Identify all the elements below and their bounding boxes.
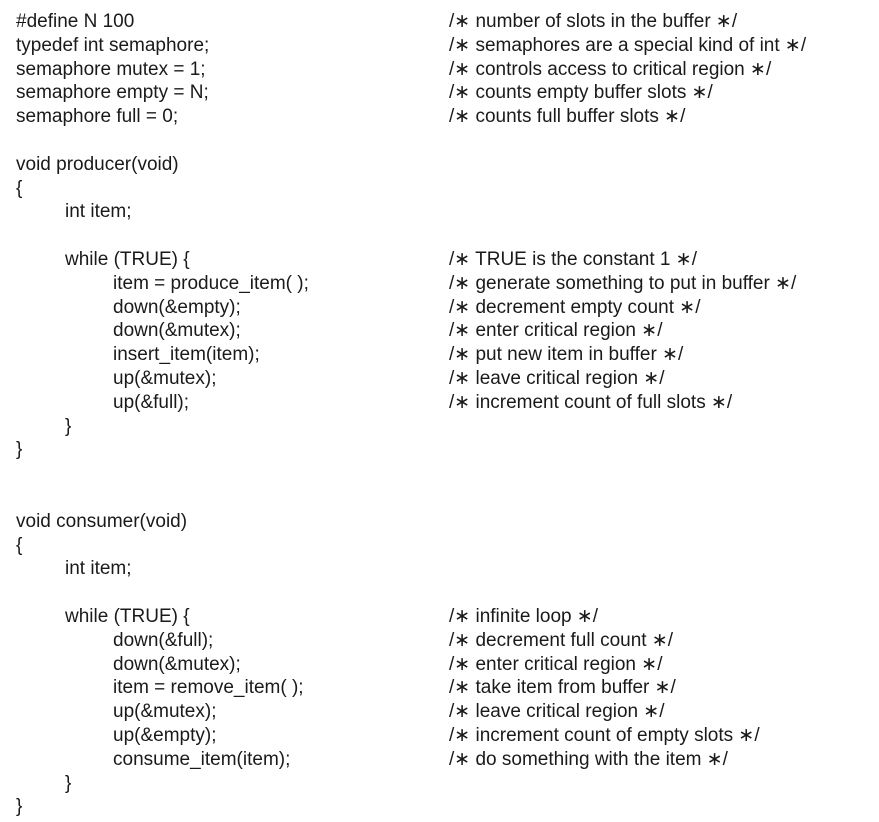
code-text: up(&full);	[113, 391, 190, 413]
code-text: down(&mutex);	[113, 653, 241, 675]
code-line	[0, 629, 879, 653]
code-text: typedef int semaphore;	[16, 34, 210, 56]
code-line	[0, 748, 879, 772]
code-text: {	[16, 534, 23, 556]
code-text: item = produce_item( );	[113, 272, 309, 294]
code-line	[0, 58, 879, 82]
code-line	[0, 795, 879, 819]
code-text: #define N 100	[16, 11, 135, 32]
code-line	[0, 224, 879, 248]
code-text: void consumer(void)	[16, 510, 188, 532]
code-line	[0, 724, 879, 748]
code-text: }	[16, 439, 23, 461]
code-line	[0, 367, 879, 391]
code-line	[0, 81, 879, 105]
code-comment: /∗ put new item in buffer ∗/	[449, 344, 684, 366]
code-comment: /∗ leave critical region ∗/	[449, 368, 665, 389]
code-line	[0, 462, 879, 486]
code-line	[0, 676, 879, 700]
code-comment: /∗ do something with the item ∗/	[449, 748, 728, 770]
code-comment: /∗ enter critical region ∗/	[449, 320, 663, 342]
code-text: }	[16, 796, 23, 818]
code-text: }	[65, 772, 72, 794]
code-line	[0, 581, 879, 605]
code-text: while (TRUE) {	[65, 249, 190, 270]
code-comment: /∗ increment count of empty slots ∗/	[449, 725, 760, 746]
code-line	[0, 605, 879, 629]
code-text: }	[65, 415, 72, 437]
code-text: int item;	[65, 201, 132, 223]
code-line	[0, 129, 879, 153]
code-comment: /∗ generate something to put in buffer ∗/	[449, 272, 797, 294]
code-text: int item;	[65, 558, 132, 580]
code-comment: /∗ increment count of full slots ∗/	[449, 391, 733, 413]
code-line	[0, 248, 879, 272]
code-comment: /∗ counts empty buffer slots ∗/	[449, 82, 713, 104]
code-line	[0, 34, 879, 58]
code-line	[0, 10, 879, 34]
code-line	[0, 296, 879, 320]
code-text: semaphore full = 0;	[16, 106, 179, 128]
code-line	[0, 319, 879, 343]
code-line	[0, 534, 879, 558]
code-line	[0, 557, 879, 581]
code-comment: /∗ TRUE is the constant 1 ∗/	[449, 249, 697, 270]
code-line	[0, 438, 879, 462]
code-line	[0, 272, 879, 296]
code-text: insert_item(item);	[113, 344, 260, 366]
code-comment: /∗ take item from buffer ∗/	[449, 677, 676, 699]
code-text: down(&full);	[113, 629, 214, 651]
code-line	[0, 177, 879, 201]
code-text: consume_item(item);	[113, 748, 291, 770]
code-text: {	[16, 177, 23, 199]
code-comment: /∗ semaphores are a special kind of int ∗/	[449, 34, 807, 56]
code-comment: /∗ decrement empty count ∗/	[449, 296, 701, 318]
code-line	[0, 510, 879, 534]
code-text: semaphore empty = N;	[16, 82, 209, 104]
code-line	[0, 105, 879, 129]
code-text: up(&mutex);	[113, 701, 217, 723]
code-line	[0, 391, 879, 415]
code-line	[0, 153, 879, 177]
code-comment: /∗ leave critical region ∗/	[449, 701, 665, 723]
code-comment: /∗ number of slots in the buffer ∗/	[449, 11, 738, 32]
code-line	[0, 653, 879, 677]
code-comment: /∗ infinite loop ∗/	[449, 606, 599, 627]
code-text: while (TRUE) {	[65, 606, 190, 627]
code-text: down(&empty);	[113, 296, 241, 318]
code-text: up(&mutex);	[113, 368, 217, 389]
code-text: semaphore mutex = 1;	[16, 58, 206, 80]
code-line	[0, 486, 879, 510]
code-comment: /∗ counts full buffer slots ∗/	[449, 106, 686, 128]
code-line	[0, 700, 879, 724]
code-comment: /∗ decrement full count ∗/	[449, 629, 674, 651]
code-line	[0, 772, 879, 796]
code-text: up(&empty);	[113, 725, 217, 746]
code-text: down(&mutex);	[113, 320, 241, 342]
code-line	[0, 343, 879, 367]
code-comment: /∗ enter critical region ∗/	[449, 653, 663, 675]
code-line	[0, 415, 879, 439]
code-text: item = remove_item( );	[113, 677, 304, 699]
code-comment: /∗ controls access to critical region ∗/	[449, 58, 772, 80]
code-line	[0, 200, 879, 224]
code-text: void producer(void)	[16, 153, 179, 175]
